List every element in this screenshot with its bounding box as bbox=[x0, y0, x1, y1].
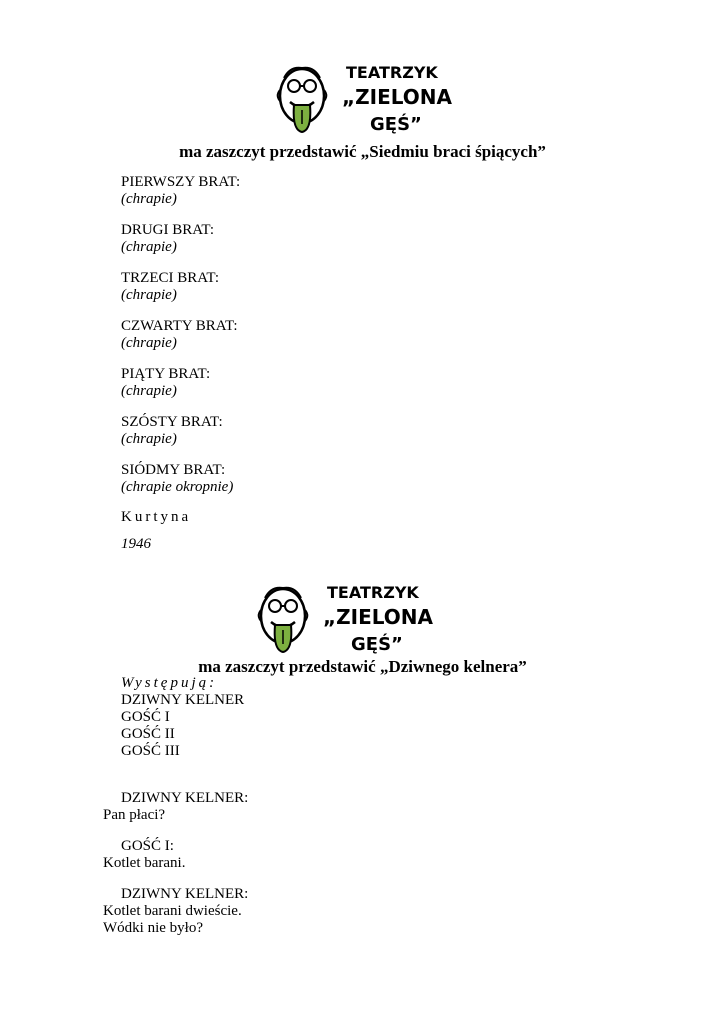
cast-member: GOŚĆ I bbox=[121, 709, 170, 725]
teatrzyk-logo bbox=[253, 578, 453, 658]
cast-member: DZIWNY KELNER bbox=[121, 692, 245, 708]
cast-heading: Występują: bbox=[121, 675, 218, 691]
logo-text-line1: TEATRZYK bbox=[346, 63, 438, 82]
play2-title: ma zaszczyt przedstawić „Dziwnego kelnera” bbox=[198, 657, 527, 676]
role-name: PIERWSZY BRAT: bbox=[121, 174, 241, 190]
logo-text-line2: „ZIELONA bbox=[342, 85, 452, 109]
teatrzyk-logo bbox=[272, 58, 472, 138]
role-name: PIĄTY BRAT: bbox=[121, 366, 211, 382]
year-note: 1946 bbox=[121, 536, 151, 552]
dialogue-line: Kotlet barani dwieście. bbox=[103, 903, 242, 919]
stage-direction: (chrapie) bbox=[121, 191, 177, 207]
dialogue-block bbox=[103, 886, 248, 937]
stage-direction: (chrapie) bbox=[121, 431, 177, 447]
cast-list bbox=[121, 675, 244, 760]
stage-direction: (chrapie) bbox=[121, 287, 177, 303]
goose-face-logo-icon bbox=[272, 58, 472, 138]
role-entry bbox=[121, 174, 240, 208]
role-name: SZÓSTY BRAT: bbox=[121, 414, 223, 430]
stage-direction: (chrapie) bbox=[121, 383, 177, 399]
role-name: TRZECI BRAT: bbox=[121, 270, 220, 286]
dialogue-line: Wódki nie było? bbox=[103, 920, 203, 936]
role-entry bbox=[121, 414, 223, 448]
speaker-name: DZIWNY KELNER: bbox=[121, 886, 249, 902]
goose-face-logo-icon bbox=[253, 578, 453, 658]
logo-text-line3: GĘŚ” bbox=[351, 634, 403, 655]
curtain-note: Kurtyna bbox=[121, 509, 192, 525]
role-entry bbox=[121, 222, 214, 256]
stage-direction: (chrapie) bbox=[121, 239, 177, 255]
logo-text-line3: GĘŚ” bbox=[370, 114, 422, 135]
cast-member: GOŚĆ III bbox=[121, 743, 180, 759]
role-entry bbox=[121, 366, 210, 400]
role-entry bbox=[121, 462, 233, 496]
dialogue-line: Pan płaci? bbox=[103, 807, 166, 823]
stage-direction: (chrapie) bbox=[121, 335, 177, 351]
role-name: CZWARTY BRAT: bbox=[121, 318, 238, 334]
dialogue-block bbox=[103, 838, 185, 872]
role-entry bbox=[121, 270, 219, 304]
cast-member: GOŚĆ II bbox=[121, 726, 175, 742]
role-name: SIÓDMY BRAT: bbox=[121, 462, 226, 478]
logo-text-line1: TEATRZYK bbox=[327, 583, 419, 602]
play1-title: ma zaszczyt przedstawić „Siedmiu braci śpiących” bbox=[179, 142, 546, 161]
stage-direction: (chrapie okropnie) bbox=[121, 479, 234, 495]
logo-text-line2: „ZIELONA bbox=[323, 605, 433, 629]
role-name: DRUGI BRAT: bbox=[121, 222, 215, 238]
dialogue-line: Kotlet barani. bbox=[103, 855, 186, 871]
role-entry bbox=[121, 318, 238, 352]
speaker-name: GOŚĆ I: bbox=[121, 838, 174, 854]
dialogue-block bbox=[103, 790, 248, 824]
speaker-name: DZIWNY KELNER: bbox=[121, 790, 249, 806]
